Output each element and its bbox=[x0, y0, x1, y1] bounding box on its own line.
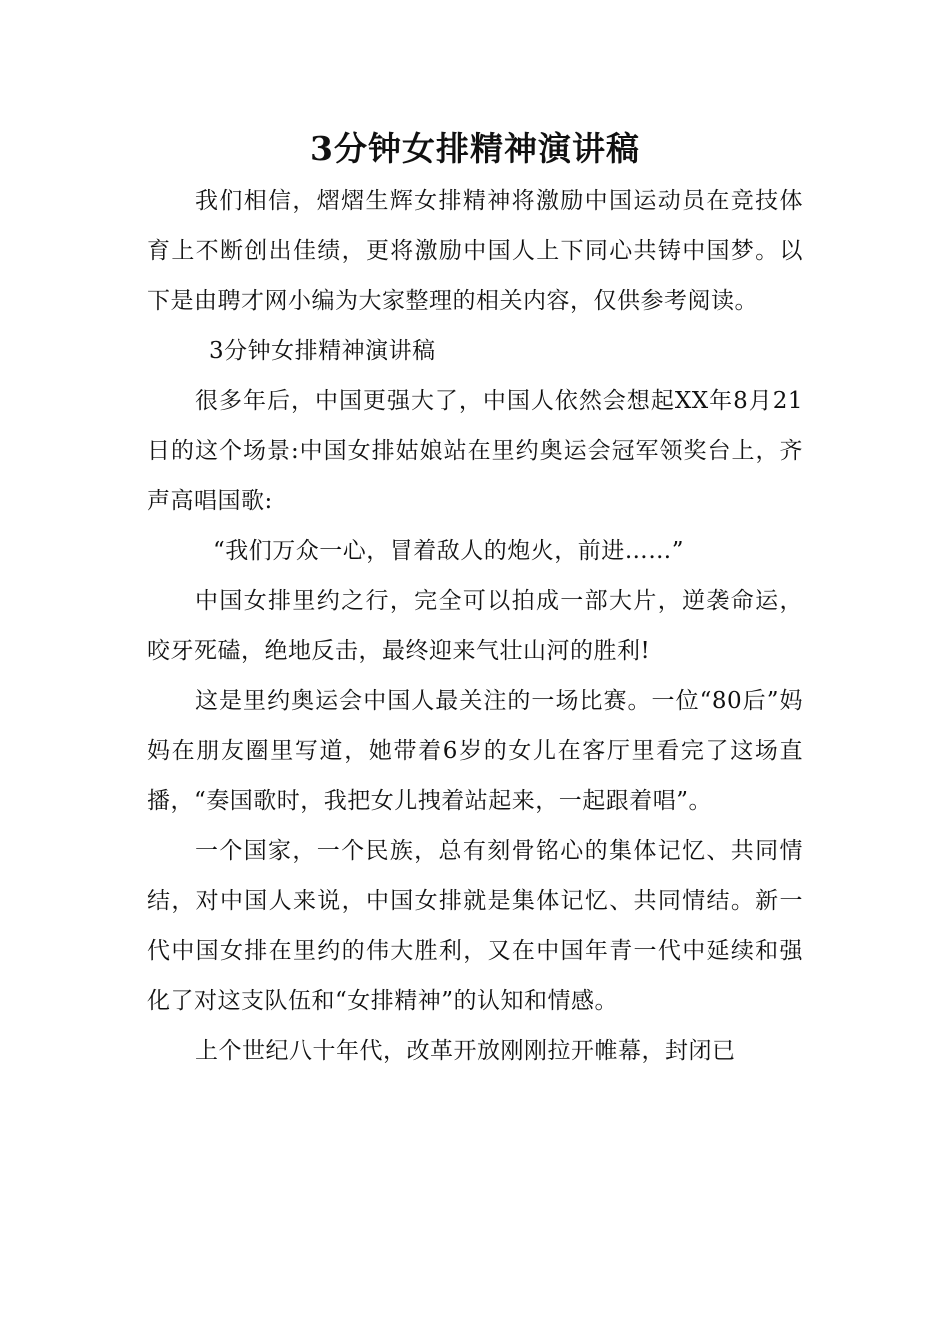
document-title: 3分钟女排精神演讲稿 bbox=[310, 129, 640, 168]
section-heading: 3分钟女排精神演讲稿 bbox=[209, 338, 436, 364]
body-paragraph: 这是里约奥运会中国人最关注的一场比赛。一位“80后”妈妈在朋友圈里写道，她带着6岁的女儿在客厅里看完了这场直播，“奏国歌时，我把女儿拽着站起来，一起跟着唱”。 bbox=[147, 688, 803, 814]
body-paragraph: 中国女排里约之行，完全可以拍成一部大片，逆袭命运，咬牙死磕，绝地反击，最终迎来气壮山河的胜利! bbox=[147, 588, 803, 664]
body-paragraph: 上个世纪八十年代，改革开放刚刚拉开帷幕，封闭已 bbox=[195, 1038, 736, 1064]
body-paragraph: 一个国家，一个民族，总有刻骨铭心的集体记忆、共同情结，对中国人来说，中国女排就是集体记忆、共同情结。新一代中国女排在里约的伟大胜利，又在中国年青一代中延续和强化了对这支队伍和“女排精神”的认知和情感。 bbox=[147, 838, 803, 1014]
quote-paragraph: “我们万众一心，冒着敌人的炮火，前进……” bbox=[213, 538, 685, 564]
document-body bbox=[147, 176, 803, 1076]
body-paragraph: 很多年后，中国更强大了，中国人依然会想起XX年8月21日的这个场景:中国女排姑娘站在里约奥运会冠军领奖台上，齐声高唱国歌: bbox=[147, 388, 803, 514]
intro-paragraph: 我们相信，熠熠生辉女排精神将激励中国运动员在竞技体育上不断创出佳绩，更将激励中国人上下同心共铸中国梦。以下是由聘才网小编为大家整理的相关内容，仅供参考阅读。 bbox=[147, 188, 803, 314]
